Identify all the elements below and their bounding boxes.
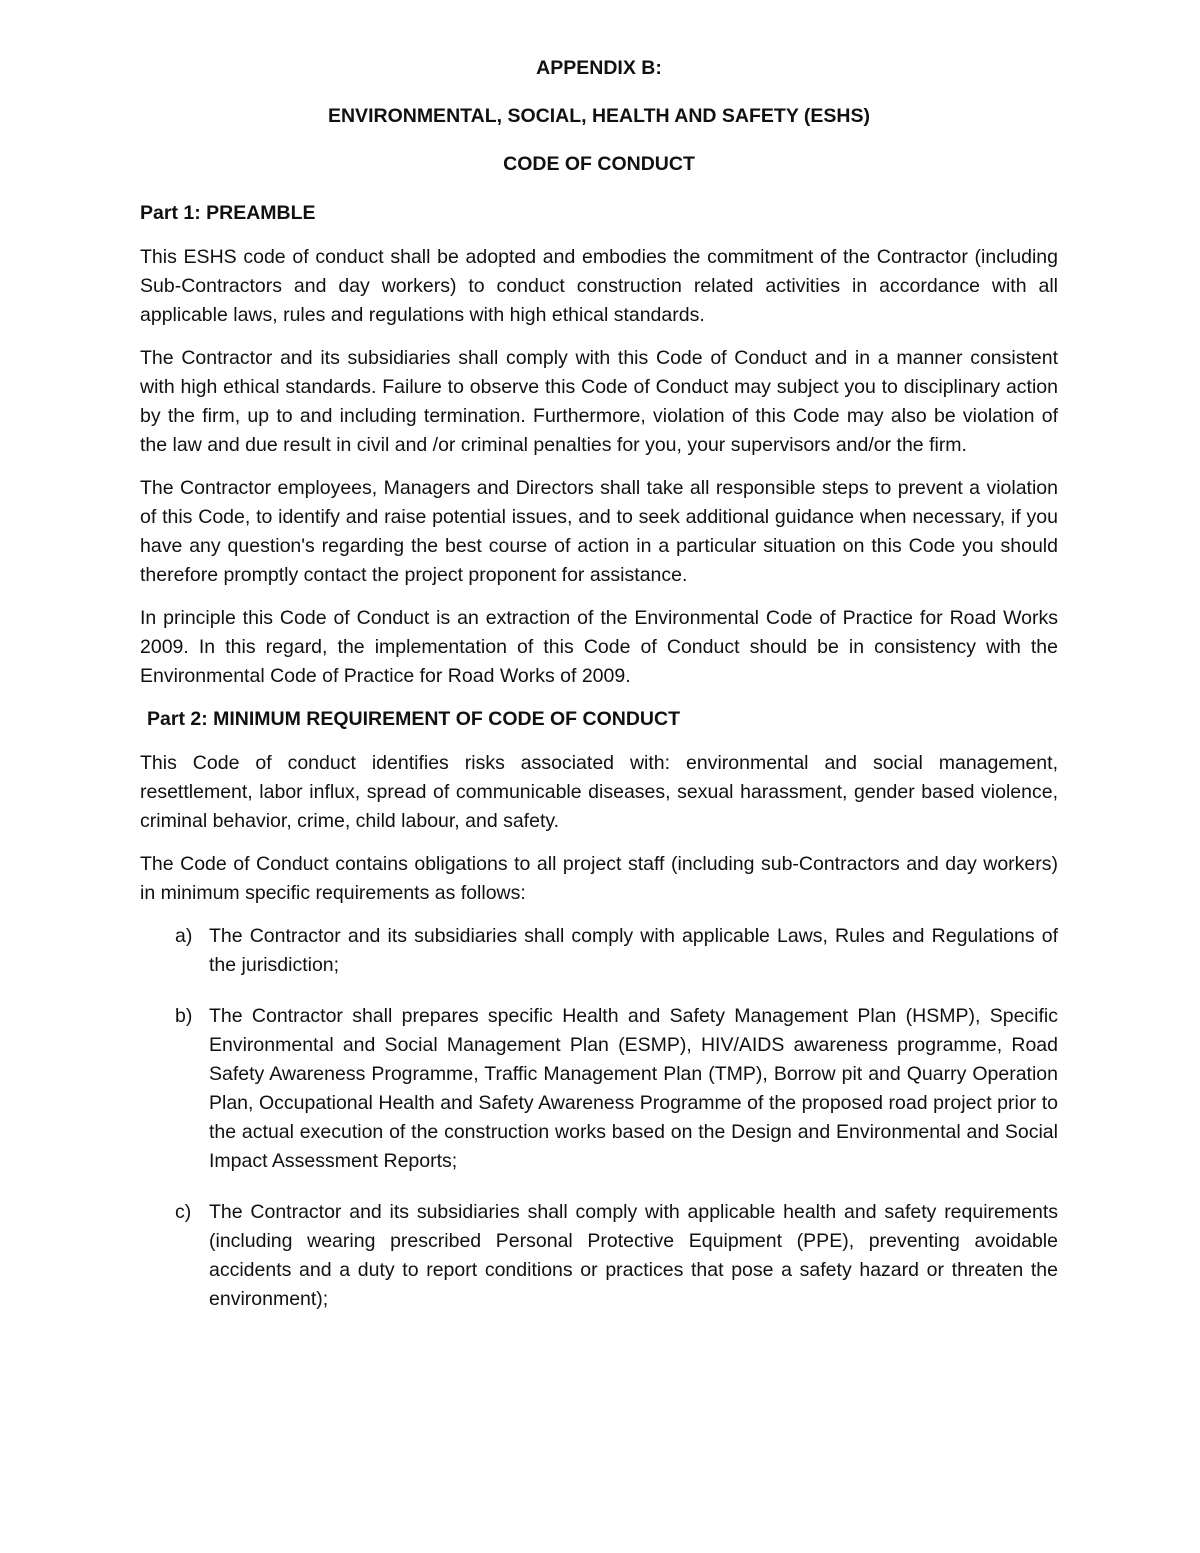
part2-heading: Part 2: MINIMUM REQUIREMENT OF CODE OF CONDUCT — [147, 708, 681, 730]
list-item-text: The Contractor and its subsidiaries shall comply with applicable Laws, Rules and Regulations of the jurisdiction; — [209, 925, 1058, 976]
part1-paragraph-2: The Contractor and its subsidiaries shall comply with this Code of Conduct and in a manner consistent with high ethical standards. Failure to observe this Code of Conduct may subject you to disciplinary action by the firm, up to and including termination. Furthermore, violation of this Code may also be violation of the law and due result in civil and /or criminal penalties for you, your supervisors and/or the firm. — [140, 347, 1058, 456]
list-item-text: The Contractor shall prepares specific Health and Safety Management Plan (HSMP), Specific Environmental and Social Management Plan (ESMP), HIV/AIDS awareness programme, Road Safety Awareness Programme, Traffic Management Plan (TMP), Borrow pit and Quarry Operation Plan, Occupational Health and Safety Awareness Programme of the proposed road project prior to the actual execution of the construction works based on the Design and Environmental and Social Impact Assessment Reports; — [209, 1005, 1058, 1172]
requirements-list — [140, 922, 1058, 1314]
part1-heading: Part 1: PREAMBLE — [140, 202, 316, 224]
list-item-marker: b) — [175, 1005, 193, 1027]
part1-paragraph-4: In principle this Code of Conduct is an extraction of the Environmental Code of Practice for Road Works 2009. In this regard, the implementation of this Code of Conduct should be in consistency with the Environmental Code of Practice for Road Works of 2009. — [140, 607, 1058, 687]
part1-paragraph-1: This ESHS code of conduct shall be adopted and embodies the commitment of the Contractor (including Sub-Contractors and day workers) to conduct construction related activities in accordance with all applicable laws, rules and regulations with high ethical standards. — [140, 246, 1058, 326]
list-item-text: The Contractor and its subsidiaries shall comply with applicable health and safety requirements (including wearing prescribed Personal Protective Equipment (PPE), preventing avoidable accidents and a duty to report conditions or practices that pose a safety hazard or threaten the environment); — [209, 1201, 1058, 1310]
part2-paragraph-2: The Code of Conduct contains obligations to all project staff (including sub-Contractors and day workers) in minimum specific requirements as follows: — [140, 853, 1058, 904]
list-item — [140, 922, 1058, 980]
list-item-marker: c) — [175, 1201, 192, 1223]
part2-paragraph-1: This Code of conduct identifies risks associated with: environmental and social management, resettlement, labor influx, spread of communicable diseases, sexual harassment, gender based violence, criminal behavior, crime, child labour, and safety. — [140, 752, 1058, 832]
list-item — [140, 1002, 1058, 1176]
list-item-marker: a) — [175, 925, 193, 947]
appendix-label: APPENDIX B: — [536, 57, 662, 79]
list-item — [140, 1198, 1058, 1314]
document-content — [140, 54, 1058, 1336]
document-title: ENVIRONMENTAL, SOCIAL, HEALTH AND SAFETY (ESHS) — [327, 105, 871, 127]
document-subtitle: CODE OF CONDUCT — [503, 153, 695, 175]
part1-paragraph-3: The Contractor employees, Managers and Directors shall take all responsible steps to prevent a violation of this Code, to identify and raise potential issues, and to seek additional guidance when necessary, if you have any question's regarding the best course of action in a particular situation on this Code you should therefore promptly contact the project proponent for assistance. — [140, 477, 1058, 586]
